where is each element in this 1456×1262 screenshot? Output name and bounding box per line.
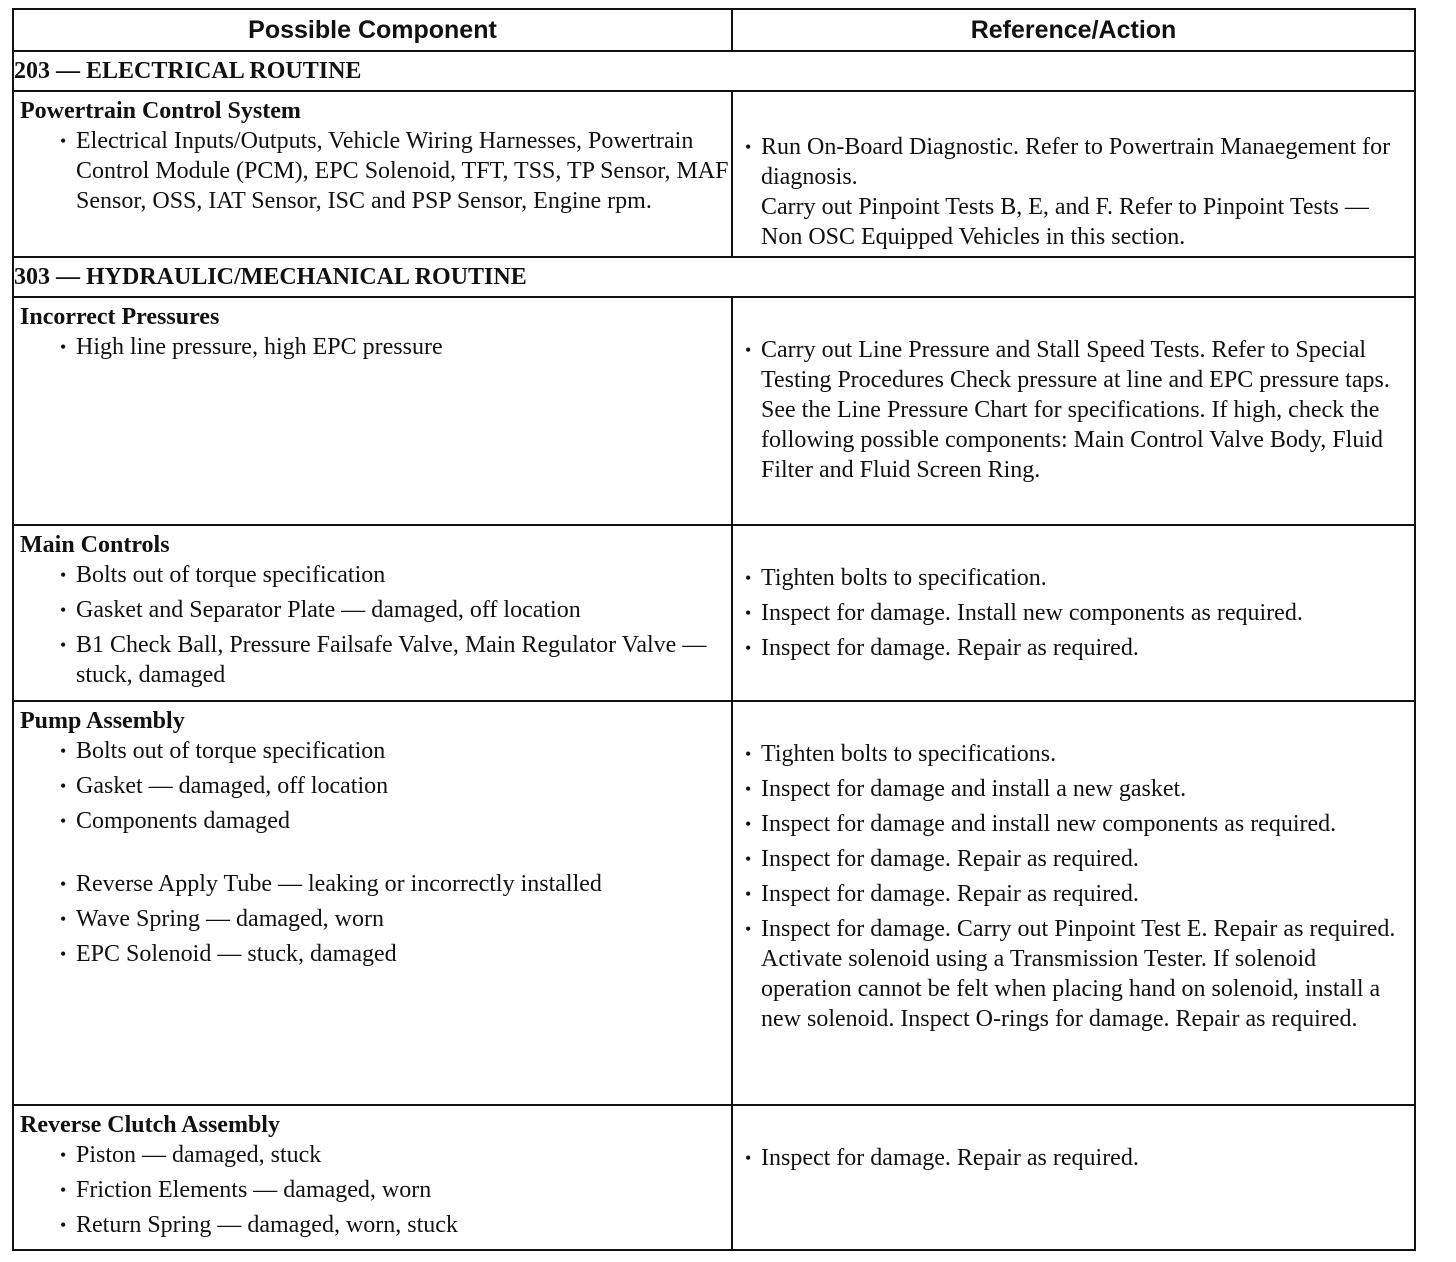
component-item: • Piston — damaged, stuck <box>60 1140 731 1170</box>
action-list <box>733 1106 1414 1182</box>
action-cell <box>732 91 1415 257</box>
group-row <box>13 525 1415 701</box>
action-cell <box>732 1105 1415 1250</box>
action-list <box>733 702 1414 1043</box>
component-list <box>14 736 731 978</box>
group-row <box>13 1105 1415 1250</box>
table-header-row <box>13 9 1415 51</box>
component-item: • Components damaged <box>60 806 731 836</box>
action-item: • Inspect for damage and install a new gasket. <box>745 774 1404 804</box>
component-item: • Electrical Inputs/Outputs, Vehicle Wiring Harnesses, Powertrain Control Module (PCM), EPC Solenoid, TFT, TSS, TP Sensor, MAF Sensor, OSS, IAT Sensor, ISC and PSP Sensor, Engine rpm. <box>60 126 731 216</box>
action-item: • Inspect for damage. Repair as required. <box>745 879 1404 909</box>
component-list <box>14 560 731 699</box>
component-list <box>14 1140 731 1249</box>
section-title: 203 — ELECTRICAL ROUTINE <box>13 51 1415 91</box>
diagnosis-table <box>12 8 1416 1251</box>
header-reference-action: Reference/Action <box>732 9 1415 51</box>
component-item: • Return Spring — damaged, worn, stuck <box>60 1210 731 1240</box>
action-item: • Inspect for damage. Repair as required. <box>745 844 1404 874</box>
component-list <box>14 332 731 371</box>
group-title: Powertrain Control System <box>20 98 301 124</box>
header-possible-component: Possible Component <box>13 9 732 51</box>
group-row <box>13 297 1415 525</box>
component-cell <box>13 525 732 701</box>
action-item: • Inspect for damage and install new components as required. <box>745 809 1404 839</box>
component-item: • EPC Solenoid — stuck, damaged <box>60 939 731 969</box>
group-row <box>13 91 1415 257</box>
section-row <box>13 51 1415 91</box>
component-item: • High line pressure, high EPC pressure <box>60 332 731 362</box>
component-item: • Reverse Apply Tube — leaking or incorrectly installed <box>60 869 731 899</box>
action-note: Carry out Pinpoint Tests B, E, and F. Refer to Pinpoint Tests — Non OSC Equipped Vehicles in this section. <box>761 194 1369 250</box>
action-item: • Tighten bolts to specifications. <box>745 739 1404 769</box>
action-list <box>733 298 1414 494</box>
component-item: • Bolts out of torque specification <box>60 736 731 766</box>
component-cell <box>13 1105 732 1250</box>
action-list <box>733 526 1414 672</box>
action-item: • Run On-Board Diagnostic. Refer to Powertrain Manaegement for diagnosis. <box>745 132 1404 192</box>
action-cell <box>732 297 1415 525</box>
section-row <box>13 257 1415 297</box>
action-list <box>733 92 1414 192</box>
group-title: Pump Assembly <box>20 708 185 734</box>
action-item: • Tighten bolts to specification. <box>745 563 1404 593</box>
component-item: • Gasket — damaged, off location <box>60 771 731 801</box>
section-title: 303 — HYDRAULIC/MECHANICAL ROUTINE <box>13 257 1415 297</box>
component-item: • Bolts out of torque specification <box>60 560 731 590</box>
component-cell <box>13 701 732 1105</box>
action-item: • Inspect for damage. Repair as required. <box>745 1143 1404 1173</box>
component-item: • Wave Spring — damaged, worn <box>60 904 731 934</box>
action-item: • Carry out Line Pressure and Stall Speed Tests. Refer to Special Testing Procedures Check pressure at line and EPC pressure taps. See the Line Pressure Chart for specifications. If high, check the following possible components: Main Control Valve Body, Fluid Filter and Fluid Screen Ring. <box>745 335 1404 485</box>
action-item: • Inspect for damage. Carry out Pinpoint Test E. Repair as required. Activate solenoid using a Transmission Tester. If solenoid operation cannot be felt when placing hand on solenoid, install a new solenoid. Inspect O-rings for damage. Repair as required. <box>745 914 1404 1034</box>
group-title: Reverse Clutch Assembly <box>20 1112 280 1138</box>
action-cell <box>732 701 1415 1105</box>
action-cell <box>732 525 1415 701</box>
group-title: Main Controls <box>20 532 170 558</box>
component-cell <box>13 297 732 525</box>
component-cell <box>13 91 732 257</box>
component-item: • B1 Check Ball, Pressure Failsafe Valve, Main Regulator Valve — stuck, damaged <box>60 630 731 690</box>
component-item: • Gasket and Separator Plate — damaged, off location <box>60 595 731 625</box>
action-item: • Inspect for damage. Install new components as required. <box>745 598 1404 628</box>
group-row <box>13 701 1415 1105</box>
action-item: • Inspect for damage. Repair as required. <box>745 633 1404 663</box>
component-list <box>14 126 731 225</box>
component-item: • Friction Elements — damaged, worn <box>60 1175 731 1205</box>
group-title: Incorrect Pressures <box>20 304 220 330</box>
